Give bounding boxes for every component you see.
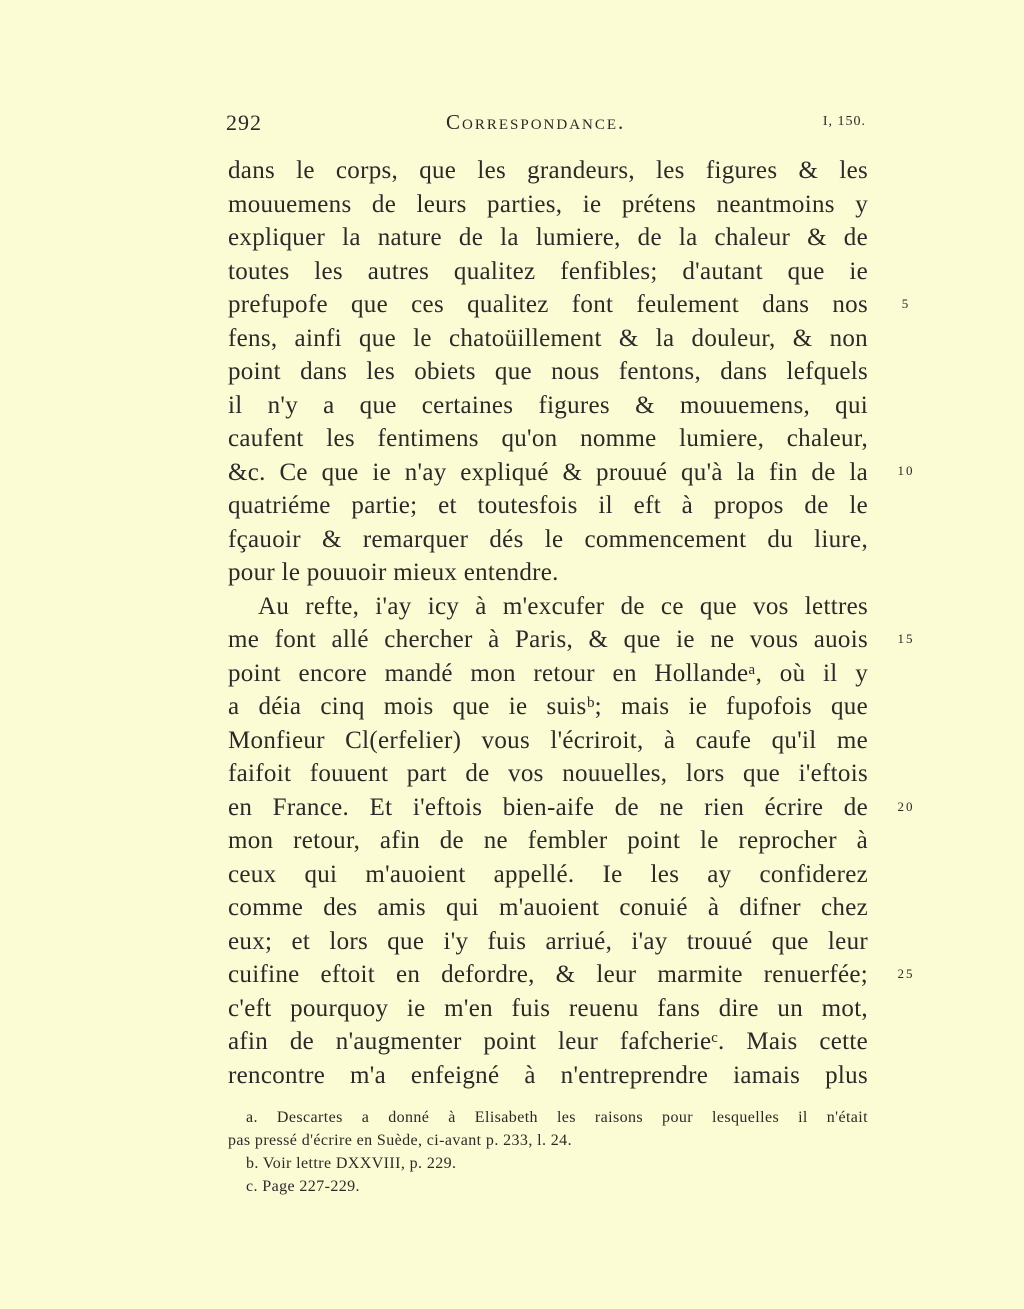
text-line: me font allé chercher à Paris, & que ie ne vous auois xyxy=(228,626,868,653)
text-line: expliquer la nature de la lumiere, de la chaleur & de xyxy=(228,224,868,251)
text-line: quatriéme partie; et toutesfois il eft à propos de le xyxy=(228,492,868,519)
text-line: rencontre m'a enfeigné à n'entreprendre iamais plus xyxy=(228,1061,868,1089)
text-line: prefupofe que ces qualitez font feulement dans nos xyxy=(228,291,868,318)
text-line: mouuemens de leurs parties, ie prétens neantmoins y xyxy=(228,190,868,218)
footnote-a-continued: pas pressé d'écrire en Suède, ci-avant p. 233, l. 24. xyxy=(228,1132,572,1149)
page-header xyxy=(226,110,866,142)
page-number: 292 xyxy=(226,110,262,135)
text-line: caufent les fentimens qu'on nomme lumiere, chaleur, xyxy=(228,425,868,452)
text-line: pour le pouuoir mieux entendre. xyxy=(228,559,559,586)
body-text xyxy=(228,154,868,1092)
text-line: Au refte, i'ay icy à m'excufer de ce que vos lettres xyxy=(258,592,868,620)
text-line: ceux qui m'auoient appellé. Ie les ay confiderez xyxy=(228,860,868,888)
line-number: 5 xyxy=(901,296,911,311)
footnote-b: b. Voir lettre DXXVIII, p. 229. xyxy=(246,1155,457,1172)
text-line: Monfieur Cl(erfelier) vous l'écriroit, à caufe qu'il me xyxy=(228,726,868,754)
text-line: point encore mandé mon retour en Hollandeᵃ, où il y xyxy=(228,659,868,687)
text-line: fens, ainfi que le chatoüillement & la douleur, & non xyxy=(228,324,868,352)
text-line: toutes les autres qualitez fenfibles; d'autant que ie xyxy=(228,257,868,285)
line-number: 20 xyxy=(897,799,915,814)
footnote-a: a. Descartes a donné à Elisabeth les raisons pour lesquelles il n'était xyxy=(246,1109,868,1126)
text-line: mon retour, afin de ne fembler point le reprocher à xyxy=(228,827,868,854)
text-line: en France. Et i'eftois bien-aife de ne rien écrire de xyxy=(228,793,868,821)
text-line: &c. Ce que ie n'ay expliqué & prouué qu'à la fin de la xyxy=(228,458,868,486)
text-line: c'eft pourquoy ie m'en fuis reuenu fans dire un mot, xyxy=(228,994,868,1022)
line-number: 10 xyxy=(897,463,915,478)
text-line: a déia cinq mois que ie suisᵇ; mais ie fupofois que xyxy=(228,693,868,720)
text-line: eux; et lors que i'y fuis arriué, i'ay trouué que leur xyxy=(228,927,868,955)
text-line: dans le corps, que les grandeurs, les figures & les xyxy=(228,157,868,184)
text-line: cuifine eftoit en defordre, & leur marmite renuerfée; xyxy=(228,961,868,988)
text-line: fçauoir & remarquer dés le commencement du liure, xyxy=(228,525,868,553)
text-line: faifoit fouuent part de vos nouuelles, lors que i'eftois xyxy=(228,760,868,787)
text-line: comme des amis qui m'auoient conuié à difner chez xyxy=(228,894,868,921)
running-title: Correspondance. xyxy=(446,110,626,134)
footnote-c: c. Page 227-229. xyxy=(246,1178,360,1195)
footnotes xyxy=(228,1106,868,1198)
text-line: afin de n'augmenter point leur fafcherieᶜ. Mais cette xyxy=(228,1028,868,1055)
letter-reference: I, 150. xyxy=(822,114,866,129)
line-number: 25 xyxy=(897,966,915,981)
text-line: il n'y a que certaines figures & mouuemens, qui xyxy=(228,391,868,419)
line-number: 15 xyxy=(897,631,915,646)
text-line: point dans les obiets que nous fentons, dans lefquels xyxy=(228,358,868,385)
